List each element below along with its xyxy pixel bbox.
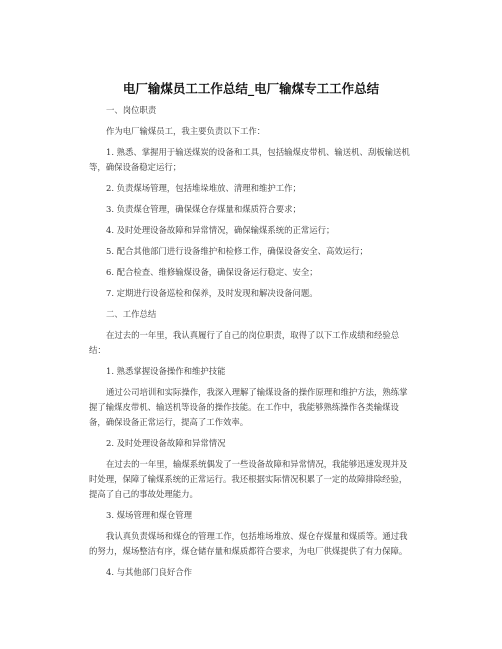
paragraph: 5. 配合其他部门进行设备维护和检修工作，确保设备安全、高效运行； xyxy=(106,246,368,256)
paragraph: 3. 负责煤仓管理，确保煤仓存煤量和煤质符合要求； xyxy=(106,204,301,214)
section-heading: 二、工作总结 xyxy=(106,309,157,319)
paragraph: 2. 负责煤场管理，包括堆垛堆放、清理和维护工作； xyxy=(106,183,301,193)
paragraph: 我认真负责煤场和煤仓的管理工作，包括堆场堆放、煤仓存煤量和煤质等。通过我的努力，煤场整洁有序，煤仓储存量和煤质都符合要求，为电厂供煤提供了有力保障。 xyxy=(89,531,408,556)
document-body xyxy=(89,103,415,586)
paragraph: 7. 定期进行设备巡检和保养，及时发现和解决设备问题。 xyxy=(106,288,318,298)
paragraph: 3. 煤场管理和煤仓管理 xyxy=(106,510,193,520)
paragraph: 1. 熟悉掌握设备操作和维护技能 xyxy=(106,366,226,376)
paragraph: 2. 及时处理设备故障和异常情况 xyxy=(106,438,226,448)
section-heading: 一、岗位职责 xyxy=(106,105,157,115)
paragraph: 在过去的一年里，我认真履行了自己的岗位职责，取得了以下工作成绩和经验总结： xyxy=(89,330,400,355)
paragraph: 1. 熟悉、掌握用于输送煤炭的设备和工具，包括输煤皮带机、输送机、刮板输送机等，确保设备稳定运行； xyxy=(89,147,410,172)
paragraph: 4. 及时处理设备故障和异常情况，确保输煤系统的正常运行； xyxy=(106,225,335,235)
paragraph: 通过公司培训和实际操作，我深入理解了输煤设备的操作原理和维护方法，熟练掌握了输煤皮带机、输送机等设备的操作技能。在工作中，我能够熟练操作各类输煤设备，确保设备正常运行，提高了工作效率。 xyxy=(89,387,408,427)
paragraph: 6. 配合检查、维修输煤设备，确保设备运行稳定、安全； xyxy=(106,267,318,277)
paragraph: 在过去的一年里，输煤系统偶发了一些设备故障和异常情况，我能够迅速发现并及时处理，保障了输煤系统的正常运行。我还根据实际情况积累了一定的故障排除经验，提高了自己的事故处理能力。 xyxy=(89,459,408,499)
paragraph: 作为电厂输煤员工，我主要负责以下工作： xyxy=(106,126,266,136)
document-title: 电厂输煤员工工作总结_电厂输煤专工工作总结 xyxy=(122,81,380,96)
paragraph: 4. 与其他部门良好合作 xyxy=(106,567,193,577)
